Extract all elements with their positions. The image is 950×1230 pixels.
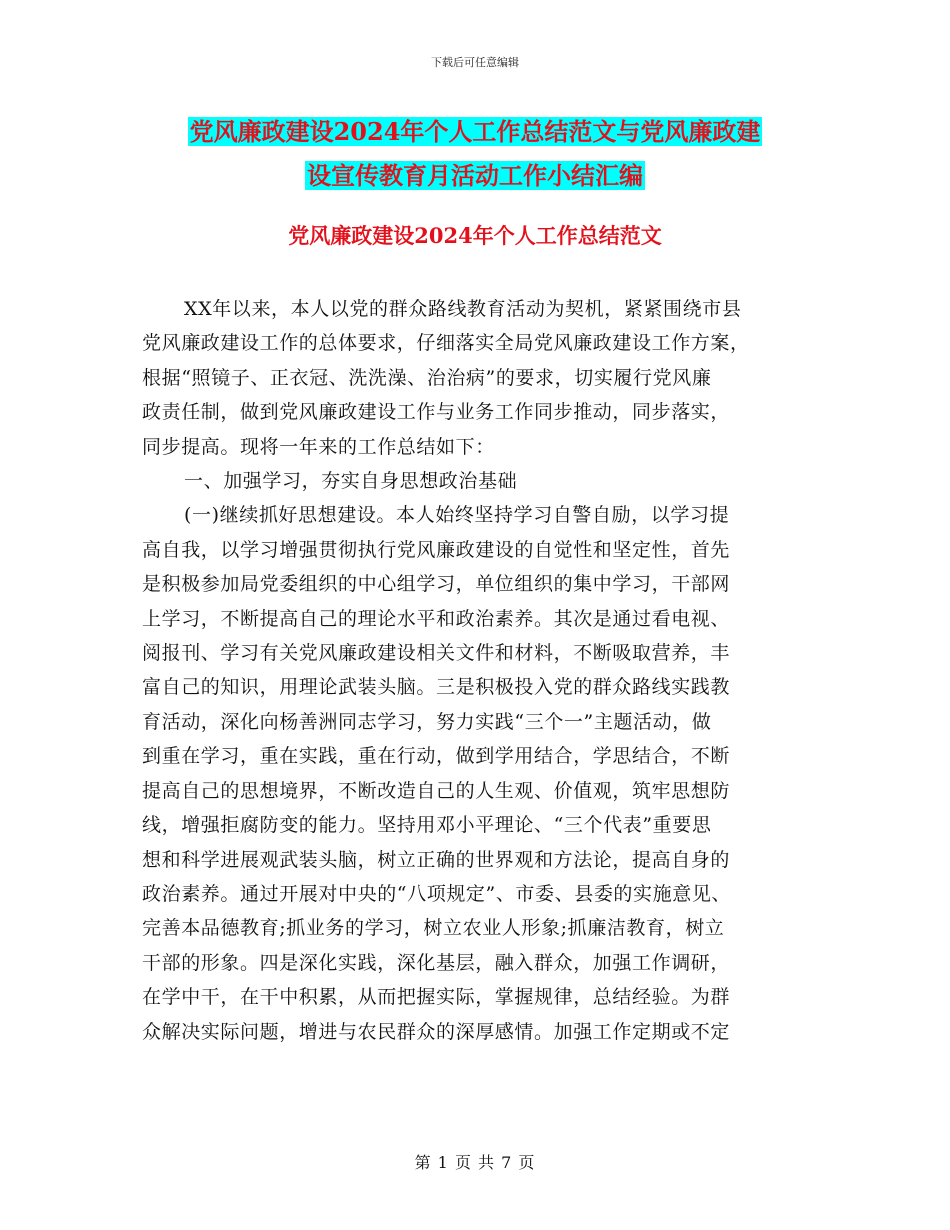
paragraph-line: 党风廉政建设工作的总体要求，仔细落实全局党风廉政建设工作方案， — [142, 332, 750, 355]
paragraph-line: 到重在学习，重在实践，重在行动，做到学用结合，学思结合，不断 — [142, 745, 731, 768]
heading-line: 一、加强学习，夯实自身思想政治基础 — [184, 470, 518, 493]
paragraph-line: 在学中干，在干中积累，从而把握实际，掌握规律，总结经验。为群 — [142, 986, 731, 1009]
paragraph-line: 根据“照镜子、正衣冠、洗洗澡、治治病”的要求，切实履行党风廉 — [142, 366, 712, 389]
document-title — [0, 110, 950, 198]
paragraph-line: 高自我，以学习增强贯彻执行党风廉政建设的自觉性和坚定性，首先 — [142, 538, 731, 561]
header-note: 下载后可任意编辑 — [431, 56, 519, 69]
paragraph-line: 想和科学进展观武装头脑，树立正确的世界观和方法论，提高自身的 — [142, 848, 731, 871]
paragraph-line: 是积极参加局党委组织的中心组学习，单位组织的集中学习，干部网 — [142, 573, 731, 596]
paragraph-line: 干部的形象。四是深化实践，深化基层，融入群众，加强工作调研， — [142, 951, 731, 974]
paragraph-line: 同步提高。现将一年来的工作总结如下： — [142, 435, 495, 458]
paragraph-line: 线，增强拒腐防变的能力。坚持用邓小平理论、“三个代表”重要思 — [142, 814, 712, 837]
paragraph-line: XX年以来，本人以党的群众路线教育活动为契机，紧紧围绕市县 — [184, 298, 742, 320]
paragraph-line: (一)继续抓好思想建设。本人始终坚持学习自警自励，以学习提 — [184, 504, 730, 527]
paragraph-line: 众解决实际问题，增进与农民群众的深厚感情。加强工作定期或不定 — [142, 1020, 731, 1043]
body-text — [142, 292, 807, 1049]
document-title-line-2: 设宣传教育月活动工作小结汇编 — [307, 161, 643, 190]
paragraph-line: 阅报刊、学习有关党风廉政建设相关文件和材料，不断吸取营养，丰 — [142, 642, 731, 665]
paragraph-line: 政治素养。通过开展对中央的“八项规定”、市委、县委的实施意见、 — [142, 882, 732, 905]
paragraph-line: 完善本品德教育;抓业务的学习，树立农业人形象;抓廉洁教育，树立 — [142, 917, 725, 940]
page-footer: 第 1 页 共 7 页 — [414, 1153, 536, 1172]
paragraph-line: 富自己的知识，用理论武装头脑。三是积极投入党的群众路线实践教 — [142, 676, 731, 699]
paragraph-line: 上学习，不断提高自己的理论水平和政治素养。其次是通过看电视、 — [142, 607, 731, 630]
section-title: 党风廉政建设2024年个人工作总结范文 — [288, 223, 662, 248]
document-title-line-1: 党风廉政建设2024年个人工作总结范文与党风廉政建 — [189, 117, 761, 146]
paragraph-line: 政责任制，做到党风廉政建设工作与业务工作同步推动，同步落实， — [142, 401, 731, 424]
paragraph-line: 提高自己的思想境界，不断改造自己的人生观、价值观，筑牢思想防 — [142, 779, 731, 802]
paragraph-line: 育活动，深化向杨善洲同志学习，努力实践“三个一”主题活动，做 — [142, 710, 712, 733]
